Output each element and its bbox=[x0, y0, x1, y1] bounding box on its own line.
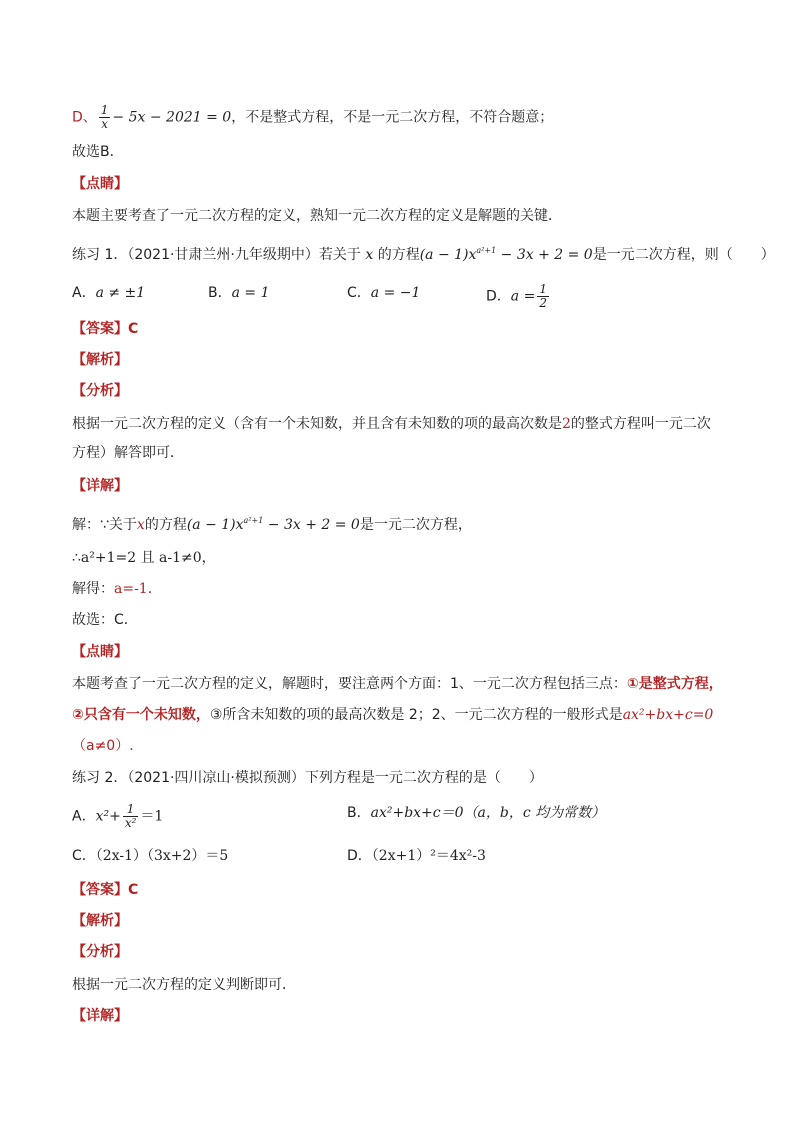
exercise-2-option-b: B．ax²+bx+c＝0（a，b，c 均为常数） bbox=[347, 805, 606, 821]
exercise-2-question: 练习 2．（2021·四川凉山·模拟预测）下列方程是一元二次方程的是（ ） bbox=[72, 770, 543, 786]
d-option-text: ，不是整式方程，不是一元二次方程，不符合题意； bbox=[231, 109, 554, 126]
exercise-1-choose-line: 故选：C． bbox=[72, 612, 138, 628]
exercise-2-option-a: A．x²+ $\frac{1}{\text{x²}}$ ＝1 bbox=[72, 802, 164, 830]
exercise-1-option-c: C．a = −1 bbox=[347, 285, 421, 301]
exercise-1-dianjing-heading: 【点睛】 bbox=[72, 644, 128, 660]
exercise-1-answer: 【答案】C bbox=[72, 321, 139, 337]
exercise-1-analysis-line-2: 方程）解答即可． bbox=[72, 445, 184, 461]
choose-b-line: 故选B． bbox=[72, 144, 124, 160]
exercise-1-question: 练习 1．（2021·甘肃兰州·九年级期中）若关于 x 的方程$(a - 1)x^{a^2+1} - 3x + 2 = 0$是一元二次方程，则（ ） bbox=[72, 246, 775, 263]
exercise-1-solution-line: 解：∵关于x的方程$(a - 1)x^{a^2+1} - 3x + 2 = 0$是一元二次方程， bbox=[72, 516, 472, 533]
exercise-1-equation: $(a - 1)x^{a^2+1} - 3x + 2 = 0$ bbox=[419, 246, 593, 263]
d-option-line bbox=[72, 104, 553, 131]
exercise-1-option-a: A．a ≠ ±1 bbox=[72, 285, 146, 301]
exercise-1-solved-line: 解得：a=-1． bbox=[72, 581, 162, 597]
exercise-1-jiexi-heading: 【解析】 bbox=[72, 352, 128, 368]
exercise-2-jiexi-heading: 【解析】 bbox=[72, 913, 128, 929]
summary-line-1: 本题主要考查了一元二次方程的定义，熟知一元二次方程的定义是解题的关键． bbox=[72, 208, 562, 224]
d-option-label: D、 bbox=[72, 109, 97, 126]
exercise-1-xiangjie-heading: 【详解】 bbox=[72, 478, 128, 494]
exercise-1-note-line-1: 本题考查了一元二次方程的定义，解题时，要注意两个方面：1、一元二次方程包括三点：①是整式方程， bbox=[72, 676, 723, 692]
d-option-expression: − 5x − 2021 = 0 bbox=[112, 109, 232, 126]
exercise-1-note-line-3: （a≠0）. bbox=[72, 738, 134, 754]
exercise-1-analysis-line-1: 根据一元二次方程的定义（含有一个未知数，并且含有未知数的项的最高次数是2的整式方程叫一元二次 bbox=[72, 416, 711, 432]
exercise-2-fenxi-heading: 【分析】 bbox=[72, 944, 128, 960]
exercise-2-answer: 【答案】C bbox=[72, 882, 139, 898]
exercise-1-option-b: B．a = 1 bbox=[208, 285, 270, 301]
exercise-2-option-c: C．（2x-1）（3x+2）＝5 bbox=[72, 848, 229, 864]
exercise-1-option-d: D．a = $\frac{1}{2}$ bbox=[486, 282, 547, 310]
d-option-fraction: $\frac{1}{x}$ bbox=[100, 103, 109, 131]
exercise-2-xiangjie-heading: 【详解】 bbox=[72, 1008, 128, 1024]
exercise-1-therefore-line: ∴a²+1=2 且 a-1≠0， bbox=[72, 550, 216, 566]
dianjing-heading-1: 【点睛】 bbox=[72, 176, 128, 192]
exercise-1-fenxi-heading: 【分析】 bbox=[72, 383, 128, 399]
exercise-2-analysis-line: 根据一元二次方程的定义判断即可． bbox=[72, 977, 296, 993]
exercise-1-note-line-2: ②只含有一个未知数，③所含未知数的项的最高次数是 2；2、一元二次方程的一般形式是ax²+bx+c=0 bbox=[72, 707, 714, 723]
exercise-2-option-d: D．（2x+1）²＝4x²-3 bbox=[347, 848, 486, 864]
